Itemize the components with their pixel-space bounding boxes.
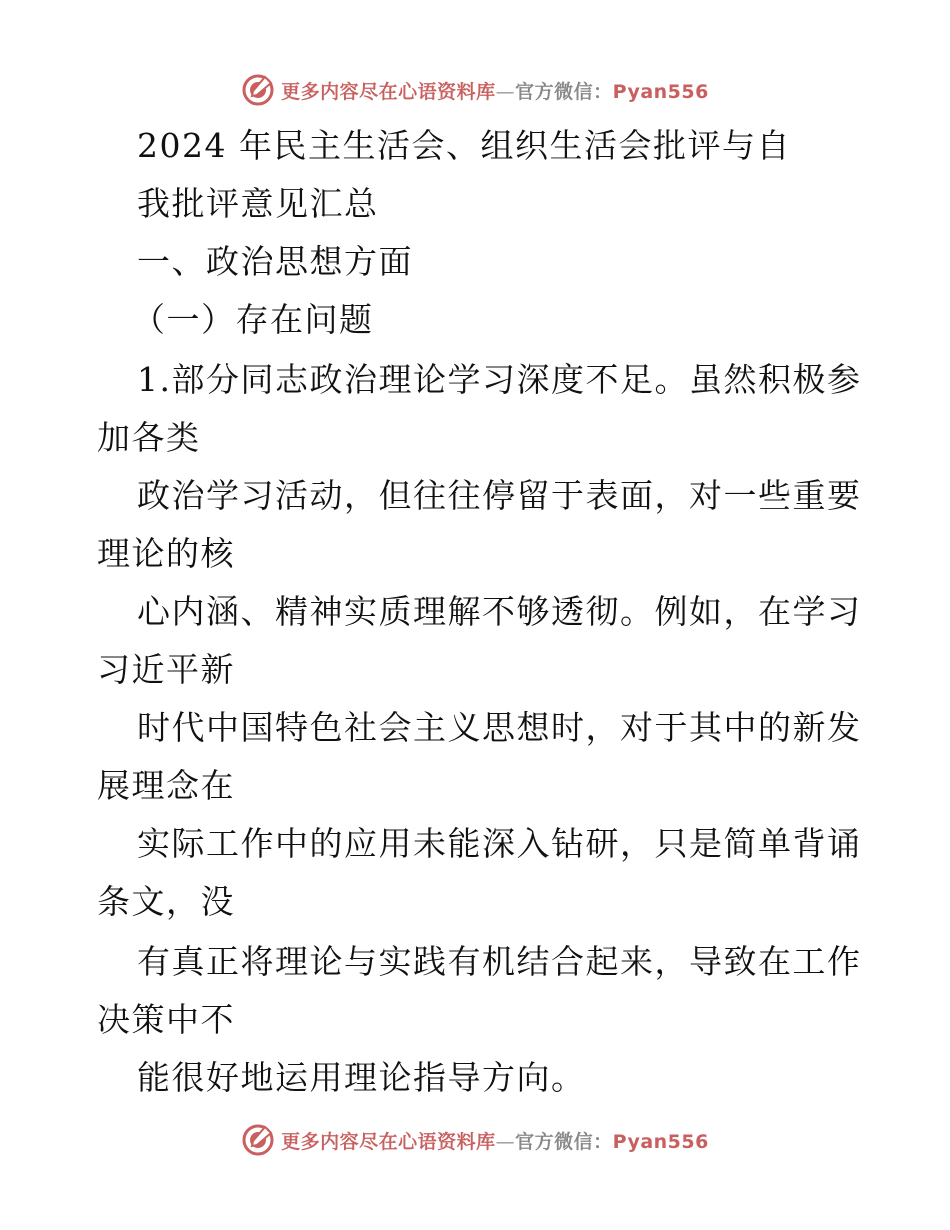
document-title-line-2: 我批评意见汇总 [137,184,379,223]
paragraph-line: 展理念在 [97,766,235,805]
paragraph-line: 决策中不 [97,1000,235,1039]
footer-banner-text [281,1127,709,1154]
footer-official-text: 官方微信： [515,1130,613,1153]
paragraph-line: 条文，没 [97,882,235,921]
paragraph-line: 政治学习活动，但往往停留于表面，对一些重要 [137,476,862,515]
paragraph-line: 能很好地运用理论指导方向。 [137,1058,586,1097]
header-official-text: 官方微信： [515,80,613,103]
paragraph-line: 有真正将理论与实践有机结合起来，导致在工作 [137,942,862,981]
header-wechat-id: Pyan556 [612,80,709,103]
document-title-line-1: 2024 年民主生活会、组织生活会批评与自 [137,126,791,165]
paragraph-line: 1.部分同志政治理论学习深度不足。虽然积极参 [137,360,862,399]
paragraph-line: 心内涵、精神实质理解不够透彻。例如，在学习 [137,592,862,631]
section-heading: 一、政治思想方面 [137,242,413,281]
footer-wechat-id: Pyan556 [612,1130,709,1153]
footer-dash: — [495,1130,516,1153]
header-site-text: 更多内容尽在心语资料库 [281,80,496,103]
paragraph-line: 理论的核 [97,534,235,573]
header-banner [0,70,950,110]
paragraph-line: 习近平新 [97,650,235,689]
paragraph-line: 实际工作中的应用未能深入钻研，只是简单背诵 [137,824,862,863]
header-banner-text [281,77,709,104]
footer-banner [0,1120,950,1160]
footer-site-text: 更多内容尽在心语资料库 [281,1130,496,1153]
pen-logo-icon [241,73,275,107]
header-dash: — [495,80,516,103]
subsection-heading: （一）存在问题 [132,300,374,339]
pen-logo-icon [241,1123,275,1157]
paragraph-line: 时代中国特色社会主义思想时，对于其中的新发 [137,708,862,747]
paragraph-line: 加各类 [97,418,201,457]
